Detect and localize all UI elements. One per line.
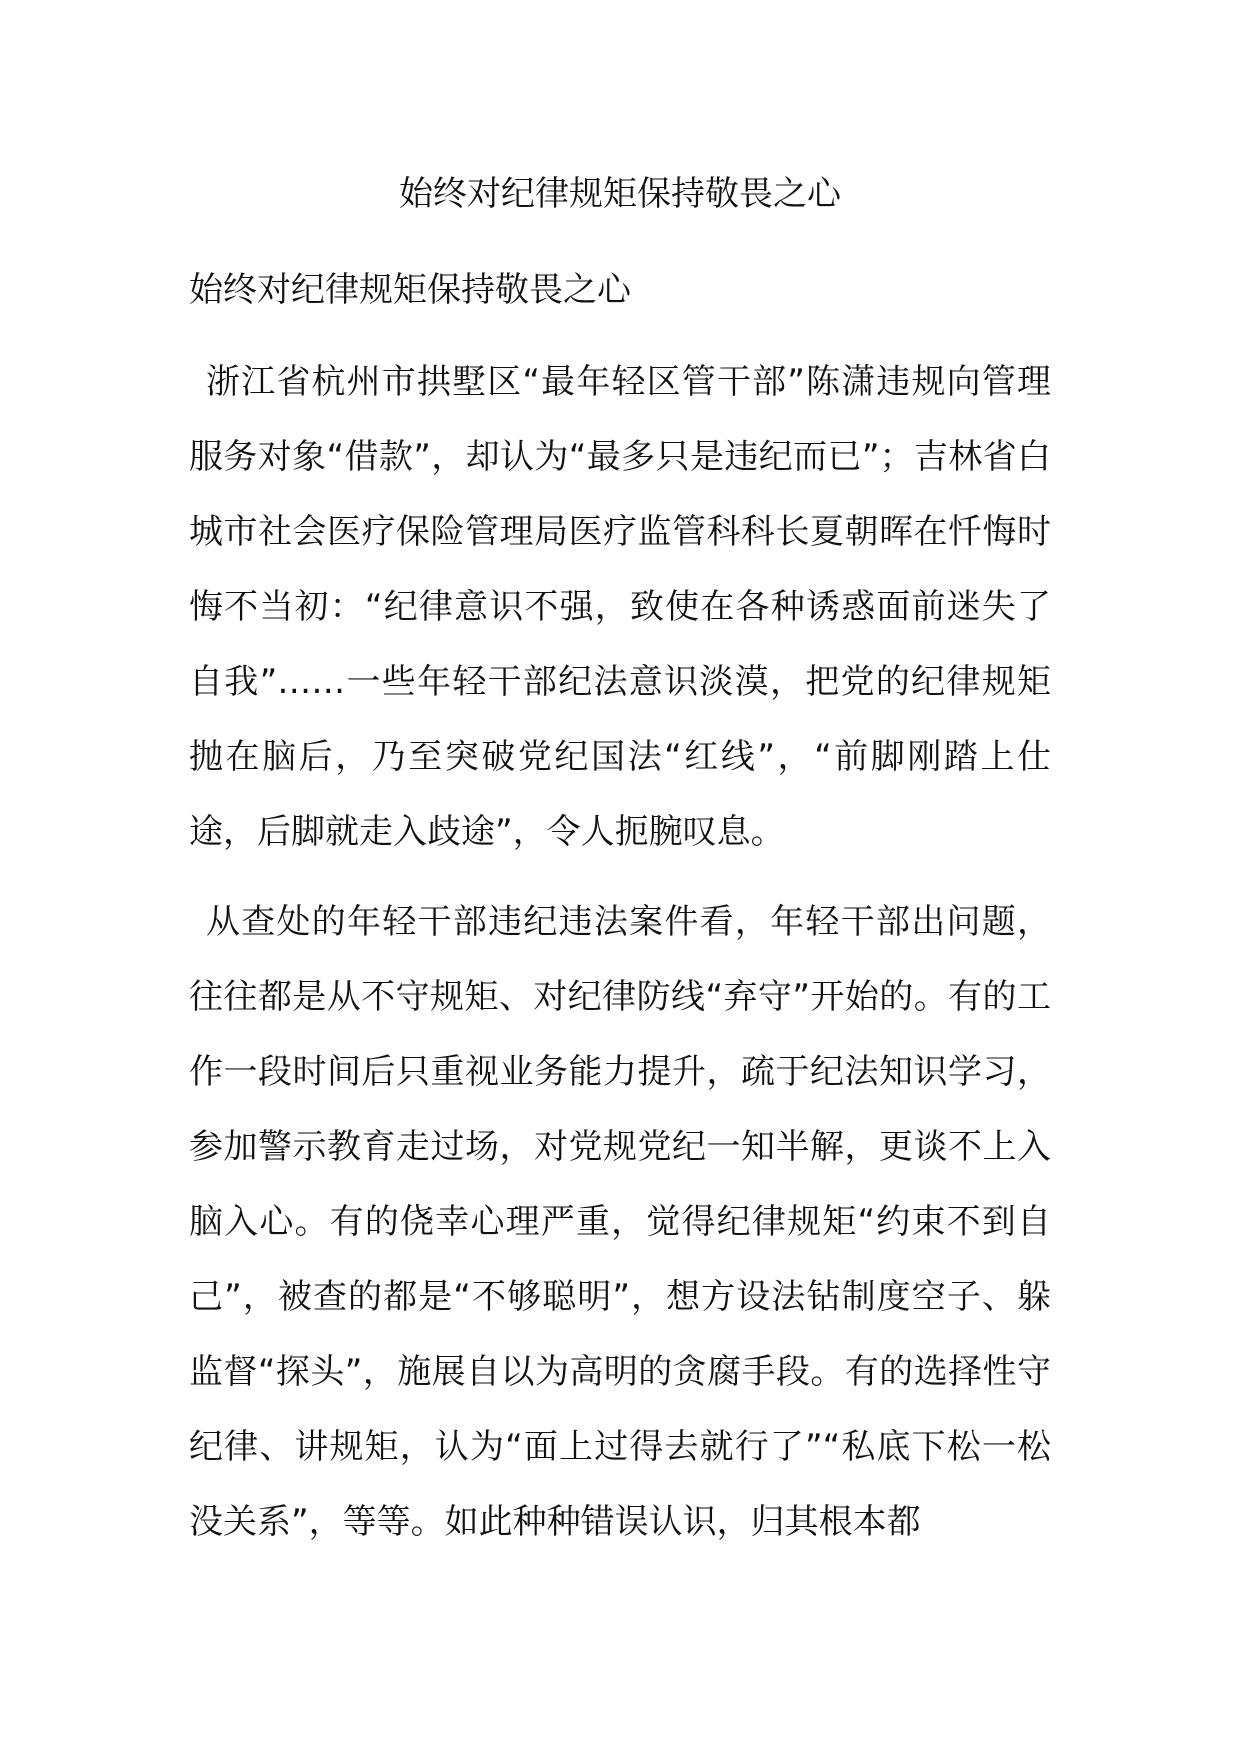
- paragraph-1: 浙江省杭州市拱墅区“最年轻区管干部”陈潇违规向管理服务对象“借款”，却认为“最多只是违纪而已”；吉林省白城市社会医疗保险管理局医疗监管科科长夏朝晖在忏悔时悔不当初：“纪律意识不强，致使在各种诱惑面前迷失了自我”……一些年轻干部纪法意识淡漠，把党的纪律规矩抛在脑后，乃至突破党纪国法“红线”，“前脚刚踏上仕途，后脚就走入歧途”，令人扼腕叹息。: [189, 362, 1051, 852]
- paragraph-2: 从查处的年轻干部违纪违法案件看，年轻干部出问题，往往都是从不守规矩、对纪律防线“弃守”开始的。有的工作一段时间后只重视业务能力提升，疏于纪法知识学习，参加警示教育走过场，对党规党纪一知半解，更谈不上入脑入心。有的侥幸心理严重，觉得纪律规矩“约束不到自己”，被查的都是“不够聪明”，想方设法钻制度空子、躲监督“探头”，施展自以为高明的贪腐手段。有的选择性守纪律、讲规矩，认为“面上过得去就行了”“私底下松一松没关系”，等等。如此种种错误认识，归其根本都: [189, 902, 1051, 1542]
- document-subtitle: 始终对纪律规矩保持敬畏之心: [189, 270, 631, 310]
- document-title: 始终对纪律规矩保持敬畏之心: [399, 174, 841, 214]
